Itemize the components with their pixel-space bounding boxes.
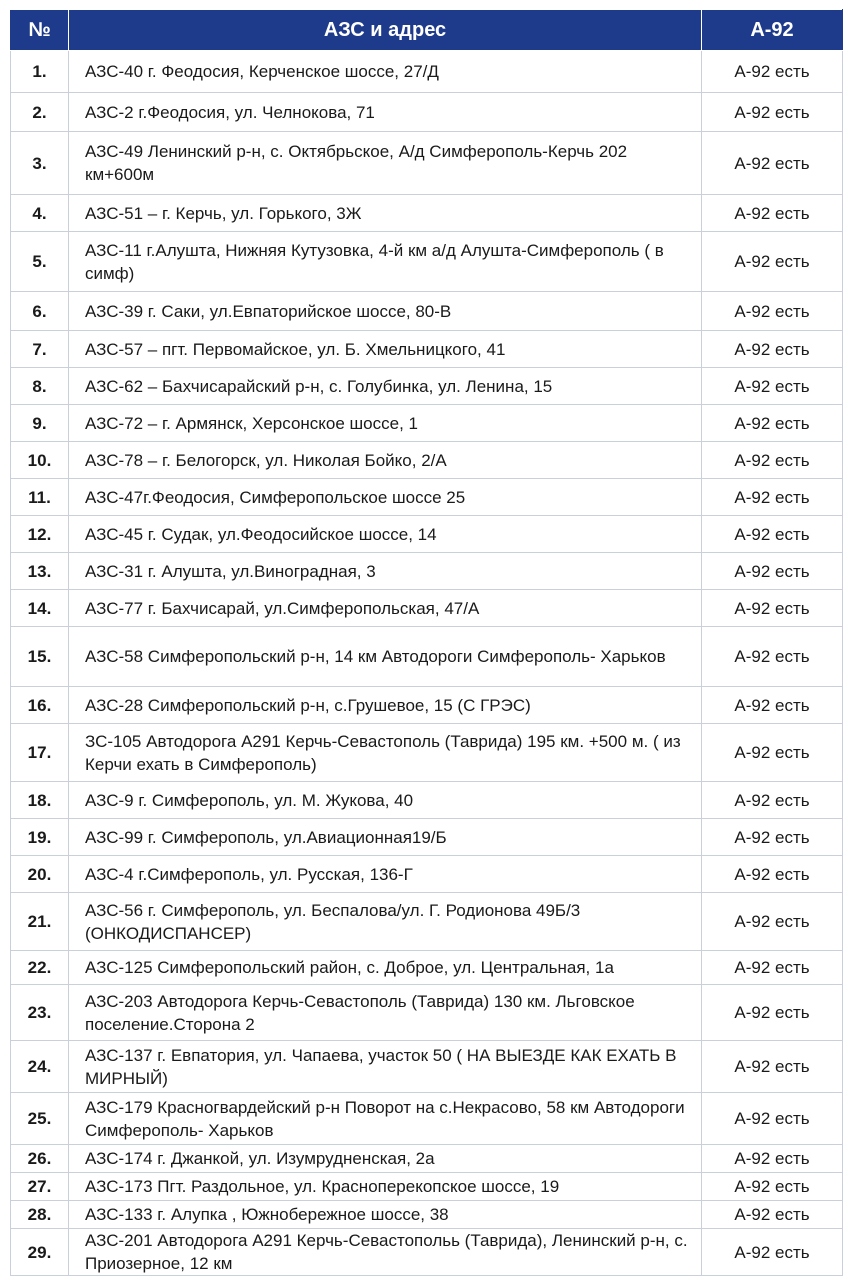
fuel-availability: А-92 есть	[702, 819, 843, 856]
table-row	[11, 232, 843, 292]
station-address: АЗС-57 – пгт. Первомайское, ул. Б. Хмельницкого, 41	[69, 331, 702, 368]
fuel-availability: А-92 есть	[702, 1093, 843, 1145]
row-number: 19.	[11, 819, 69, 856]
stations-table	[10, 9, 843, 1276]
table-row	[11, 195, 843, 232]
station-address: АЗС-137 г. Евпатория, ул. Чапаева, участок 50 ( НА ВЫЕЗДЕ КАК ЕХАТЬ В МИРНЫЙ)	[69, 1041, 702, 1093]
fuel-availability: А-92 есть	[702, 1041, 843, 1093]
row-number: 29.	[11, 1229, 69, 1276]
station-address: АЗС-40 г. Феодосия, Керченское шоссе, 27/Д	[69, 51, 702, 93]
row-number: 23.	[11, 985, 69, 1041]
header-number: №	[11, 10, 69, 51]
table-row	[11, 93, 843, 132]
fuel-availability: А-92 есть	[702, 782, 843, 819]
station-address: АЗС-72 – г. Армянск, Херсонское шоссе, 1	[69, 405, 702, 442]
table-row	[11, 1229, 843, 1276]
station-address: АЗС-51 – г. Керчь, ул. Горького, 3Ж	[69, 195, 702, 232]
row-number: 16.	[11, 687, 69, 724]
table-row	[11, 51, 843, 93]
fuel-availability: А-92 есть	[702, 368, 843, 405]
station-address: АЗС-58 Симферопольский р-н, 14 км Автодороги Симферополь- Харьков	[69, 627, 702, 687]
station-address: АЗС-45 г. Судак, ул.Феодосийское шоссе, 14	[69, 516, 702, 553]
row-number: 27.	[11, 1173, 69, 1201]
station-address: АЗС-77 г. Бахчисарай, ул.Симферопольская, 47/А	[69, 590, 702, 627]
fuel-availability: А-92 есть	[702, 405, 843, 442]
row-number: 22.	[11, 951, 69, 985]
fuel-availability: А-92 есть	[702, 516, 843, 553]
fuel-availability: А-92 есть	[702, 132, 843, 195]
row-number: 9.	[11, 405, 69, 442]
table-row	[11, 479, 843, 516]
table-body	[11, 51, 843, 1276]
station-address: АЗС-11 г.Алушта, Нижняя Кутузовка, 4-й км а/д Алушта-Симферополь ( в симф)	[69, 232, 702, 292]
row-number: 13.	[11, 553, 69, 590]
row-number: 7.	[11, 331, 69, 368]
fuel-availability: А-92 есть	[702, 479, 843, 516]
table-row	[11, 1093, 843, 1145]
station-address: АЗС-125 Симферопольский район, с. Доброе, ул. Центральная, 1а	[69, 951, 702, 985]
table-row	[11, 782, 843, 819]
station-address: АЗС-173 Пгт. Раздольное, ул. Красноперекопское шоссе, 19	[69, 1173, 702, 1201]
row-number: 24.	[11, 1041, 69, 1093]
fuel-availability: А-92 есть	[702, 51, 843, 93]
row-number: 3.	[11, 132, 69, 195]
fuel-availability: А-92 есть	[702, 1173, 843, 1201]
row-number: 15.	[11, 627, 69, 687]
station-address: АЗС-9 г. Симферополь, ул. М. Жукова, 40	[69, 782, 702, 819]
station-address: АЗС-47г.Феодосия, Симферопольское шоссе 25	[69, 479, 702, 516]
table-row	[11, 132, 843, 195]
table-row	[11, 1173, 843, 1201]
row-number: 12.	[11, 516, 69, 553]
fuel-availability: А-92 есть	[702, 93, 843, 132]
table-row	[11, 627, 843, 687]
row-number: 2.	[11, 93, 69, 132]
row-number: 8.	[11, 368, 69, 405]
row-number: 20.	[11, 856, 69, 893]
table-row	[11, 405, 843, 442]
row-number: 18.	[11, 782, 69, 819]
station-address: АЗС-49 Ленинский р-н, с. Октябрьское, А/д Симферополь-Керчь 202 км+600м	[69, 132, 702, 195]
station-address: АЗС-56 г. Симферополь, ул. Беспалова/ул. Г. Родионова 49Б/3 (ОНКОДИСПАНСЕР)	[69, 893, 702, 951]
fuel-availability: А-92 есть	[702, 627, 843, 687]
row-number: 5.	[11, 232, 69, 292]
table-row	[11, 985, 843, 1041]
table-header-row	[11, 10, 843, 51]
fuel-availability: А-92 есть	[702, 442, 843, 479]
table-row	[11, 893, 843, 951]
fuel-availability: А-92 есть	[702, 292, 843, 331]
fuel-availability: А-92 есть	[702, 553, 843, 590]
row-number: 1.	[11, 51, 69, 93]
row-number: 14.	[11, 590, 69, 627]
table-row	[11, 368, 843, 405]
fuel-availability: А-92 есть	[702, 687, 843, 724]
fuel-availability: А-92 есть	[702, 1145, 843, 1173]
station-address: АЗС-2 г.Феодосия, ул. Челнокова, 71	[69, 93, 702, 132]
station-address: АЗС-174 г. Джанкой, ул. Изумрудненская, 2а	[69, 1145, 702, 1173]
table-row	[11, 819, 843, 856]
stations-table-wrapper	[10, 9, 842, 1276]
station-address: АЗС-28 Симферопольский р-н, с.Грушевое, 15 (С ГРЭС)	[69, 687, 702, 724]
fuel-availability: А-92 есть	[702, 1229, 843, 1276]
table-row	[11, 856, 843, 893]
station-address: АЗС-39 г. Саки, ул.Евпаторийское шоссе, 80-В	[69, 292, 702, 331]
row-number: 11.	[11, 479, 69, 516]
fuel-availability: А-92 есть	[702, 985, 843, 1041]
table-row	[11, 951, 843, 985]
fuel-availability: А-92 есть	[702, 856, 843, 893]
row-number: 21.	[11, 893, 69, 951]
row-number: 28.	[11, 1201, 69, 1229]
table-row	[11, 516, 843, 553]
header-fuel: А-92	[702, 10, 843, 51]
table-row	[11, 687, 843, 724]
fuel-availability: А-92 есть	[702, 331, 843, 368]
table-row	[11, 1145, 843, 1173]
fuel-availability: А-92 есть	[702, 1201, 843, 1229]
table-row	[11, 553, 843, 590]
table-row	[11, 1201, 843, 1229]
fuel-availability: А-92 есть	[702, 951, 843, 985]
station-address: АЗС-179 Красногвардейский р-н Поворот на с.Некрасово, 58 км Автодороги Симферополь- Харьков	[69, 1093, 702, 1145]
row-number: 17.	[11, 724, 69, 782]
station-address: ЗС-105 Автодорога А291 Керчь-Севастополь (Таврида) 195 км. +500 м. ( из Керчи ехать в Симферополь)	[69, 724, 702, 782]
station-address: АЗС-99 г. Симферополь, ул.Авиационная19/Б	[69, 819, 702, 856]
station-address: АЗС-133 г. Алупка , Южнобережное шоссе, 38	[69, 1201, 702, 1229]
fuel-availability: А-92 есть	[702, 893, 843, 951]
table-row	[11, 442, 843, 479]
table-row	[11, 590, 843, 627]
station-address: АЗС-4 г.Симферополь, ул. Русская, 136-Г	[69, 856, 702, 893]
row-number: 4.	[11, 195, 69, 232]
table-row	[11, 292, 843, 331]
station-address: АЗС-201 Автодорога А291 Керчь-Севастопольь (Таврида), Ленинский р-н, с. Приозерное, 12 км	[69, 1229, 702, 1276]
station-address: АЗС-62 – Бахчисарайский р-н, с. Голубинка, ул. Ленина, 15	[69, 368, 702, 405]
row-number: 26.	[11, 1145, 69, 1173]
table-row	[11, 724, 843, 782]
station-address: АЗС-31 г. Алушта, ул.Виноградная, 3	[69, 553, 702, 590]
fuel-availability: А-92 есть	[702, 724, 843, 782]
station-address: АЗС-78 – г. Белогорск, ул. Николая Бойко, 2/А	[69, 442, 702, 479]
table-row	[11, 331, 843, 368]
row-number: 10.	[11, 442, 69, 479]
station-address: АЗС-203 Автодорога Керчь-Севастополь (Таврида) 130 км. Льговское поселение.Сторона 2	[69, 985, 702, 1041]
fuel-availability: А-92 есть	[702, 195, 843, 232]
table-row	[11, 1041, 843, 1093]
fuel-availability: А-92 есть	[702, 232, 843, 292]
row-number: 6.	[11, 292, 69, 331]
fuel-availability: А-92 есть	[702, 590, 843, 627]
header-address: АЗС и адрес	[69, 10, 702, 51]
row-number: 25.	[11, 1093, 69, 1145]
